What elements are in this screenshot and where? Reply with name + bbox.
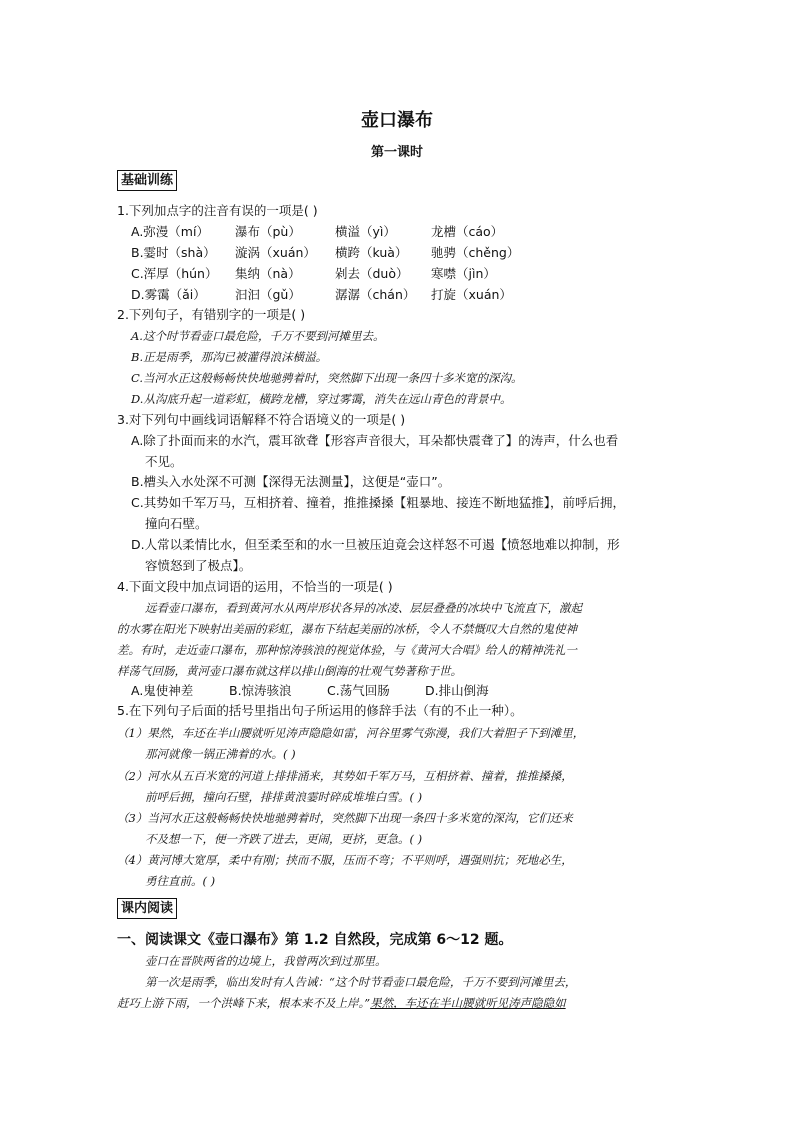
- reading-line: 赶巧上游下雨，一个洪峰下来，根本来不及上岸。”: [117, 996, 371, 1010]
- q1-cell: 驰骋（chěng）: [431, 245, 520, 260]
- question-1-row-b: [131, 244, 551, 262]
- page-subtitle: 第一课时: [370, 145, 423, 160]
- q1-cell: 漩涡（xuán）: [235, 245, 316, 260]
- q1-cell: 瀑布（pù）: [235, 224, 301, 239]
- reading-line: 第一次是雨季，临出发时有人告诫：“这个时节看壶口最危险，千万不要到河滩里去，: [145, 975, 577, 989]
- question-5-line: 勇往直前。( ): [145, 874, 216, 888]
- question-4-option: C.荡气回肠: [327, 683, 390, 698]
- reading-underlined-sentence: 果然，车还在半山腰就听见涛声隐隐如: [370, 996, 566, 1010]
- question-2-option-c: C.当河水正这般畅畅快快地驰骋着时，突然脚下出现一条四十多米宽的深沟。: [131, 371, 523, 385]
- question-5-line: 前呼后拥，撞向石壁，排排黄浪霎时碎成堆堆白雪。( ): [145, 790, 423, 804]
- question-4-option: B.惊涛骇浪: [229, 683, 292, 698]
- question-5-line: （4）黄河博大宽厚，柔中有刚；挟而不服，压而不弯；不平则呼，遇强则抗；死地必生，: [117, 853, 573, 867]
- q1-cell: C.浑厚（hún）: [131, 266, 218, 281]
- question-5-line: （3）当河水正这般畅畅快快地驰骋着时，突然脚下出现一条四十多米宽的深沟，它们还来: [117, 811, 573, 825]
- q1-cell: 横溢（yì）: [335, 224, 396, 239]
- q1-cell: 汩汩（gǔ）: [235, 287, 301, 302]
- q1-cell: A.弥漫（mí）: [131, 224, 209, 239]
- q1-cell: D.雾霭（ǎi）: [131, 287, 206, 302]
- question-5-line: 那河就像一锅正沸着的水。( ): [145, 747, 296, 761]
- question-3-line: B.槽头入水处深不可测【深得无法测量】，这便是“壶口”。: [131, 474, 451, 489]
- question-4-option: D.排山倒海: [425, 683, 489, 698]
- question-4-passage-line: 远看壶口瀑布，看到黄河水从两岸形状各异的冰凌、层层叠叠的冰块中飞流直下，激起: [145, 601, 582, 615]
- q1-cell: 横跨（kuà）: [335, 245, 408, 260]
- question-5-line: （1）果然，车还在半山腰就听见涛声隐隐如雷，河谷里雾气弥漫，我们大着胆子下到滩里，: [117, 726, 585, 740]
- question-5-stem: 5.在下列句子后面的括号里指出句子所运用的修辞手法（有的不止一种）。: [117, 703, 523, 718]
- section-heading-reading: 课内阅读: [117, 898, 177, 919]
- page-title: 壶口瀑布: [361, 110, 433, 131]
- question-2-option-a: A.这个时节看壶口最危险，千万不要到河摊里去。: [131, 329, 385, 343]
- question-4-passage-line: 的水雾在阳光下映射出美丽的彩虹，瀑布下结起美丽的冰桥，令人不禁慨叹大自然的鬼使神: [117, 622, 577, 636]
- q1-cell: 龙槽（cáo）: [431, 224, 504, 239]
- q1-cell: 剁去（duò）: [335, 266, 409, 281]
- question-4-options: [131, 682, 523, 700]
- question-3-line: 不见。: [145, 454, 183, 469]
- question-4-option: A.鬼使神差: [131, 683, 194, 698]
- question-3-line: A.除了扑面而来的水汽，震耳欲聋【形容声音很大，耳朵都快震聋了】的涛声，什么也看: [131, 433, 619, 448]
- question-2-option-b: B.正是雨季，那沟已被灌得浪沫横溢。: [131, 350, 328, 364]
- question-2-option-d: D.从沟底升起一道彩虹，横跨龙槽，穿过雾霭，消失在远山青色的背景中。: [131, 392, 512, 406]
- question-3-line: 容愤怒到了极点】。: [145, 558, 252, 573]
- question-4-passage-line: 差。有时，走近壶口瀑布，那种惊涛骇浪的视觉体验，与《黄河大合唱》给人的精神洗礼一: [117, 643, 577, 657]
- question-1-row-c: [131, 265, 551, 283]
- question-5-line: （2）河水从五百米宽的河道上排排涌来，其势如千军万马，互相挤着、撞着，推推搡搡，: [117, 769, 573, 783]
- q1-cell: 寒噤（jìn）: [431, 266, 496, 281]
- section-heading-basic: 基础训练: [117, 170, 177, 191]
- question-2-stem: 2.下列句子，有错别字的一项是( ): [117, 307, 306, 322]
- question-4-stem: 4.下面文段中加点词语的运用，不恰当的一项是( ): [117, 579, 393, 594]
- reading-line: 壶口在晋陕两省的边境上，我曾两次到过那里。: [145, 954, 387, 968]
- reading-heading: 一、阅读课文《壶口瀑布》第 1.2 自然段，完成第 6～12 题。: [117, 932, 513, 948]
- question-3-line: 撞向石壁。: [145, 516, 208, 531]
- question-1-row-a: [131, 223, 551, 241]
- q1-cell: 打旋（xuán）: [431, 287, 512, 302]
- q1-cell: 潺潺（chán）: [335, 287, 416, 302]
- question-3-line: C.其势如千军万马，互相挤着、撞着，推推搡搡【粗暴地、接连不断地猛推】，前呼后拥，: [131, 495, 625, 510]
- question-5-line: 不及想一下，便一齐跌了进去，更闹，更挤，更急。( ): [145, 832, 423, 846]
- q1-cell: B.霎时（shà）: [131, 245, 216, 260]
- question-1-row-d: [131, 286, 551, 304]
- question-4-passage-line: 样荡气回肠，黄河壶口瀑布就这样以排山倒海的壮观气势著称于世。: [117, 664, 462, 678]
- q1-cell: 集纳（nà）: [235, 266, 301, 281]
- reading-line-with-underline: [117, 994, 566, 1012]
- question-3-line: D.人常以柔情比水，但至柔至和的水一旦被压迫竟会这样怒不可遏【愤怒地难以抑制，形: [131, 537, 620, 552]
- question-3-stem: 3.对下列句中画线词语解释不符合语境义的一项是( ): [117, 412, 406, 427]
- question-1-stem: 1.下列加点字的注音有误的一项是( ): [117, 203, 318, 218]
